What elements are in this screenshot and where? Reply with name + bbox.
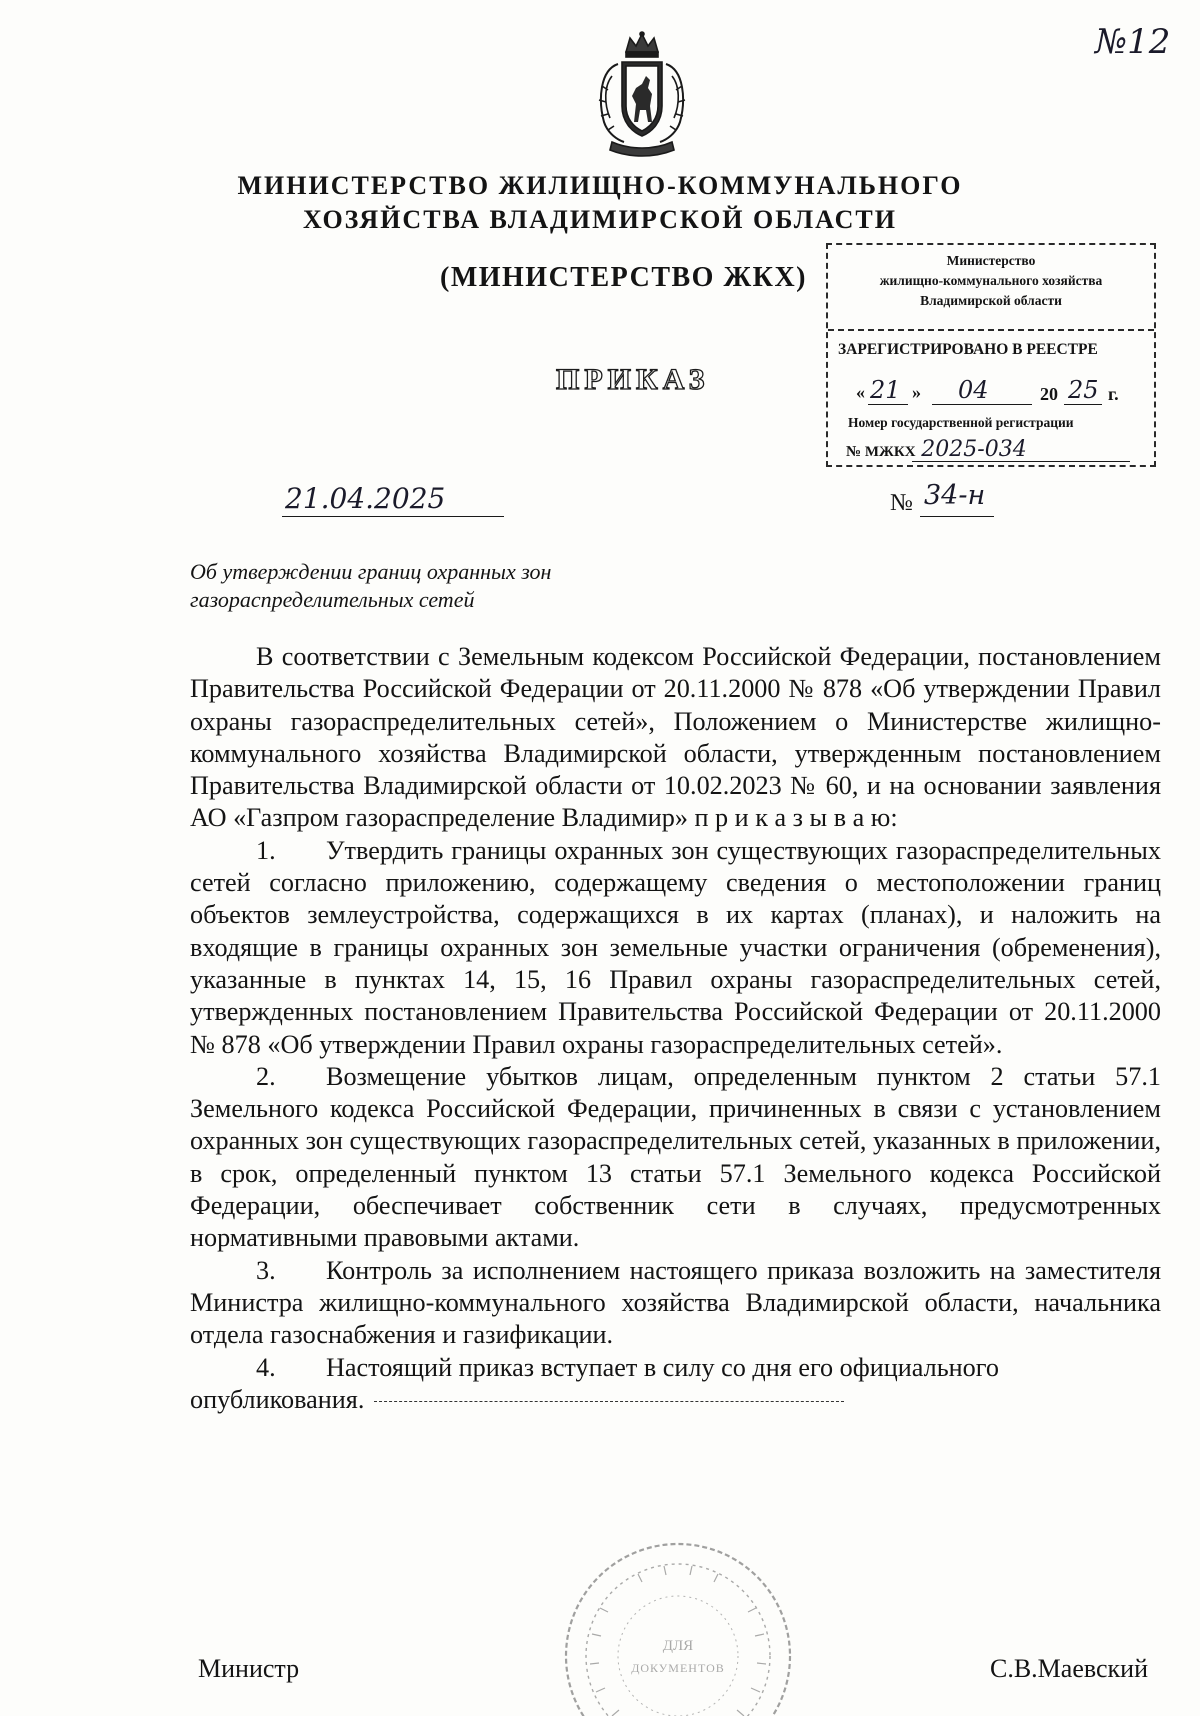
end-dash-line — [374, 1401, 844, 1402]
item-text: Контроль за исполнением настоящего приказа возложить на заместителя Министра жилищно-коммунального хозяйства Владимирской области, начальника отдела газоснабжения и газификации. — [190, 1255, 1161, 1350]
stamp-month: 04 — [958, 376, 989, 404]
registration-stamp-header — [828, 251, 1154, 311]
stamp-quote-close: » — [912, 382, 921, 402]
stamp-number-label: Номер государственной регистрации — [848, 415, 1074, 430]
document-type-title: ПРИКАЗ — [556, 363, 710, 396]
stamp-year-unit: г. — [1108, 384, 1119, 404]
order-number-underline — [920, 516, 994, 517]
order-date: 21.04.2025 — [285, 482, 446, 515]
stamp-day: 21 — [870, 376, 901, 404]
ministry-short-name: (МИНИСТЕРСТВО ЖКХ) — [440, 262, 807, 293]
stamp-registration-date — [856, 378, 1146, 410]
order-body — [190, 641, 1161, 1416]
item-number: 1. — [256, 835, 276, 865]
stamp-org-line1: Министерство — [946, 253, 1036, 268]
stamp-number-value: 2025-034 — [921, 437, 1027, 462]
handwritten-corner-mark: №12 — [1095, 22, 1171, 62]
order-subject — [190, 558, 750, 614]
registration-stamp — [826, 243, 1156, 467]
stamp-org-line3: Владимирской области — [920, 293, 1062, 308]
stamp-registered-text: ЗАРЕГИСТРИРОВАНО В РЕЕСТРЕ — [838, 341, 1098, 358]
item-text: Утвердить границы охранных зон существующих газораспределительных сетей согласно приложению, содержащему сведения о местоположении границ объектов землеустройства, содержащихся в их картах (планах), и наложить на входящие в границы охранных зон земельные участки ограничения (обременения), указанные в пунктах 14, 15, 16 Правил охраны газораспределительных сетей, утвержденных постановлением Правительства Российской Федерации от 20.11.2000 № 878 «Об утверждении Правил охраны газораспределительных сетей». — [190, 835, 1161, 1059]
item-text: Возмещение убытков лицам, определенным пунктом 2 статьи 57.1 Земельного кодекса Российской Федерации, причиненных в связи с установлением охранных зон существующих газораспределительных сетей, указанных в приложении, в срок, определенный пунктом 13 статьи 57.1 Земельного кодекса Российской Федерации, обеспечивает собственник сети в случаях, предусмотренных нормативными правовыми актами. — [190, 1061, 1161, 1253]
order-number: 34-н — [924, 480, 986, 511]
order-item-3 — [190, 1255, 1161, 1352]
seal-center-line1: ДЛЯ — [662, 1638, 694, 1654]
subject-line1: Об утверждении границ охранных зон — [190, 559, 552, 584]
signatory-name: С.В.Маевский — [990, 1654, 1149, 1683]
order-item-2 — [190, 1061, 1161, 1255]
stamp-month-underline — [932, 404, 1032, 405]
order-item-4 — [190, 1352, 1161, 1417]
seal-center-line2: ДОКУМЕНТОВ — [631, 1661, 725, 1675]
stamp-divider — [828, 329, 1154, 331]
stamp-org-line2: жилищно-коммунального хозяйства — [879, 273, 1103, 288]
stamp-quote-open: « — [856, 382, 865, 402]
stamp-year-suffix: 25 — [1068, 376, 1099, 404]
ministry-name-line1: МИНИСТЕРСТВО ЖИЛИЩНО-КОММУНАЛЬНОГО — [237, 171, 963, 200]
coat-of-arms-icon — [590, 30, 694, 158]
body-intro-paragraph: В соответствии с Земельным кодексом Российской Федерации, постановлением Правительства Российской Федерации от 20.11.2000 № 878 «Об утверждении Правил охраны газораспределительных сетей», Положением о Министерстве жилищно-коммунального хозяйства Владимирской области, утвержденным постановлением Правительства Владимирской области от 10.02.2023 № 60, и на основании заявления АО «Газпром газораспределение Владимир» п р и к а з ы в а ю: — [190, 642, 1161, 833]
item-number: 4. — [256, 1352, 276, 1382]
stamp-day-underline — [868, 404, 908, 405]
item-text: Настоящий приказ вступает в силу со дня его официального опубликования. — [190, 1352, 999, 1414]
round-seal-icon — [560, 1538, 796, 1716]
item-number: 2. — [256, 1061, 276, 1091]
stamp-year-underline — [1064, 404, 1102, 405]
stamp-year-prefix: 20 — [1040, 384, 1058, 404]
subject-line2: газораспределительных сетей — [190, 587, 475, 612]
order-date-underline — [282, 516, 504, 517]
stamp-number-prefix: № МЖКХ — [846, 444, 916, 460]
order-item-1 — [190, 835, 1161, 1061]
item-number: 3. — [256, 1255, 276, 1285]
signatory-role: Министр — [198, 1654, 300, 1683]
stamp-number-underline — [912, 461, 1130, 462]
order-number-label: № — [890, 490, 913, 516]
ministry-name-line2: ХОЗЯЙСТВА ВЛАДИМИРСКОЙ ОБЛАСТИ — [303, 205, 897, 234]
